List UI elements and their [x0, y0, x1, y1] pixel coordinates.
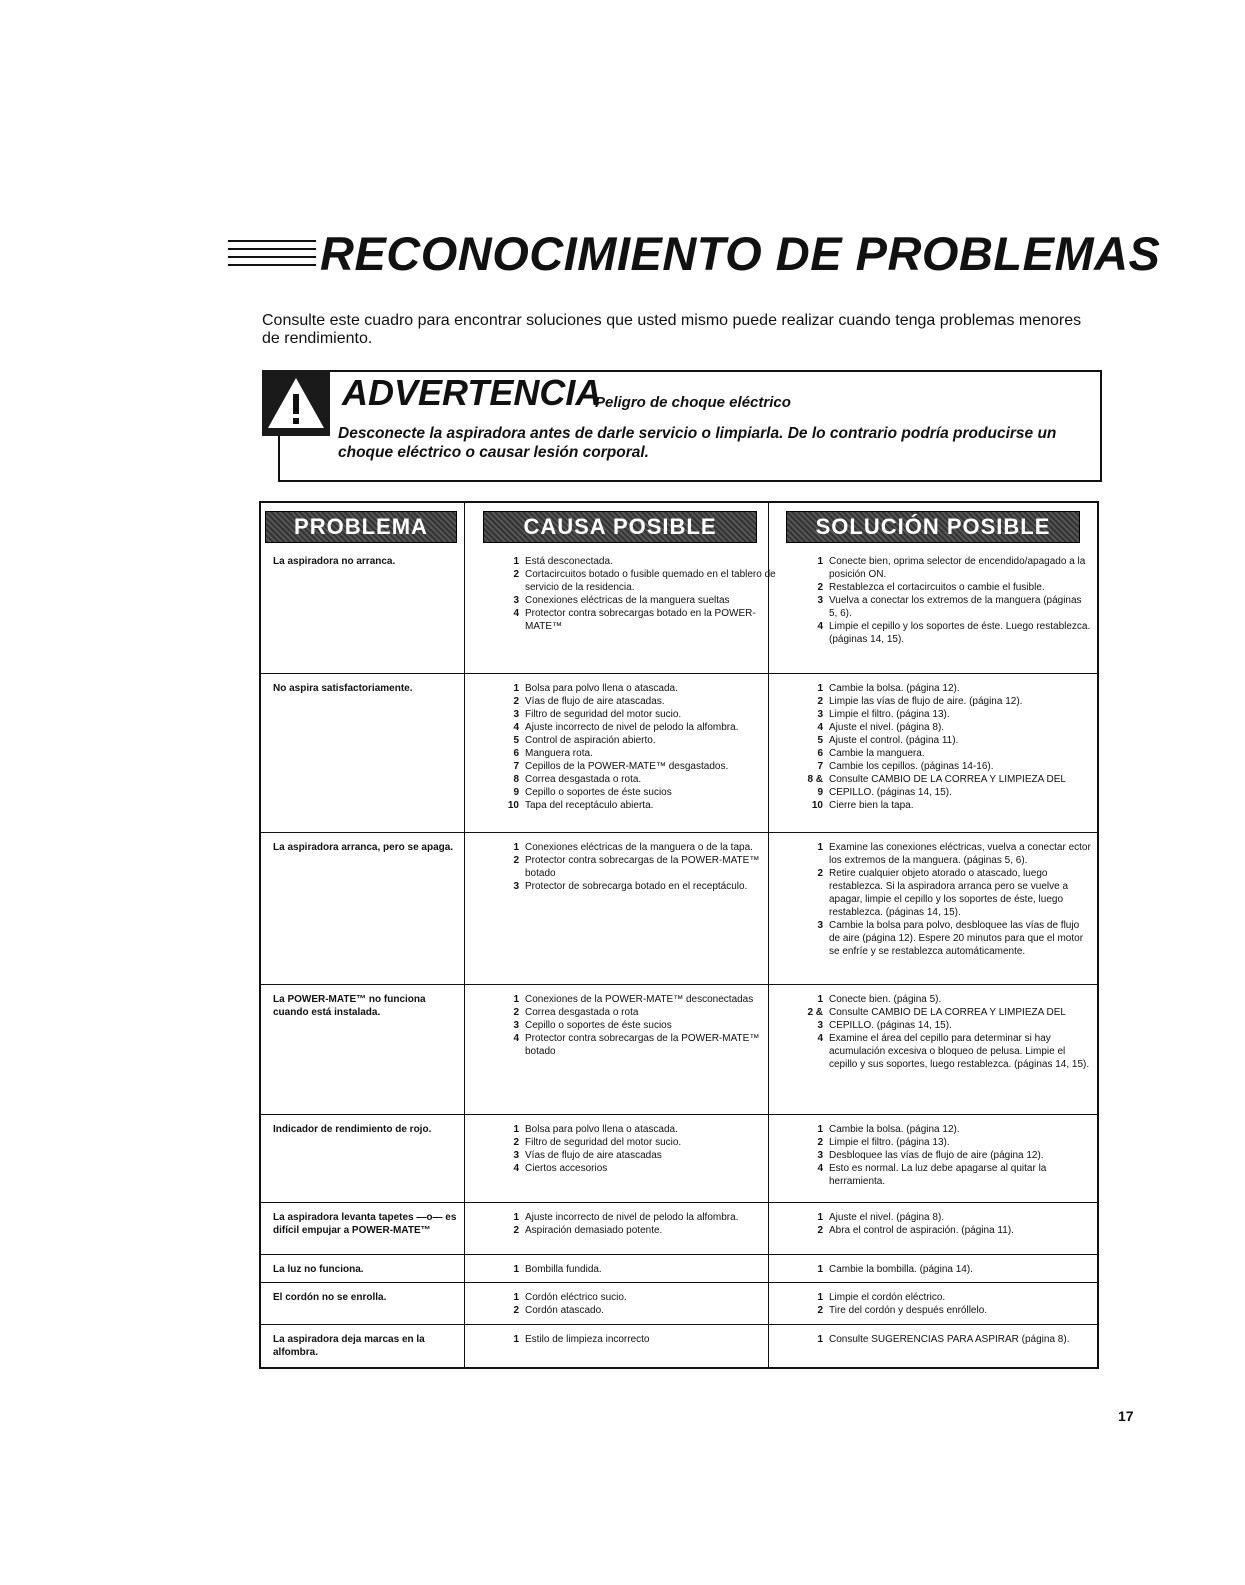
- item-text: Cambie los cepillos. (páginas 14-16).: [829, 761, 994, 772]
- list-item: [801, 773, 1091, 799]
- item-number: 7: [513, 761, 519, 772]
- list-item: [801, 555, 1091, 581]
- list-item: [497, 760, 787, 773]
- item-number: 3: [513, 1020, 519, 1031]
- row-divider: [261, 984, 1097, 985]
- item-number: 1: [513, 842, 519, 853]
- item-text: Correa desgastada o rota: [525, 1007, 639, 1018]
- item-text: Examine las conexiones eléctricas, vuelva a conectar ector los extremos de la manguera. (páginas 5, 6).: [829, 842, 1091, 866]
- problem-text: La POWER-MATE™ no funciona cuando está instalada.: [273, 994, 426, 1018]
- item-text: Bolsa para polvo llena o atascada.: [525, 1124, 678, 1135]
- item-number: 2: [513, 1137, 519, 1148]
- item-number: 2: [817, 868, 823, 879]
- item-text: Protector de sobrecarga botado en el receptáculo.: [525, 881, 748, 892]
- item-text: Cambie la bolsa. (página 12).: [829, 1124, 960, 1135]
- item-number: 7: [817, 761, 823, 772]
- item-number: 4: [817, 621, 823, 632]
- item-text: Correa desgastada o rota.: [525, 774, 642, 785]
- item-text: Protector contra sobrecargas de la POWER-MATE™ botado: [525, 1033, 760, 1057]
- item-number: 6: [513, 748, 519, 759]
- cause-list: [497, 1123, 787, 1175]
- cause-list: [497, 993, 787, 1058]
- item-number: 1: [513, 1292, 519, 1303]
- list-item: [497, 841, 787, 854]
- solution-list: [801, 1123, 1091, 1188]
- item-text: Cepillo o soportes de éste sucios: [525, 1020, 672, 1031]
- list-item: [497, 1136, 787, 1149]
- item-number: 2: [513, 696, 519, 707]
- problem-text: La aspiradora arranca, pero se apaga.: [273, 842, 454, 853]
- problem-text: La aspiradora no arranca.: [273, 556, 396, 567]
- item-number: 4: [817, 1033, 823, 1044]
- list-item: [801, 1162, 1091, 1188]
- item-number: 1: [817, 994, 823, 1005]
- item-text: Limpie el filtro. (página 13).: [829, 1137, 950, 1148]
- item-text: Cordón atascado.: [525, 1305, 604, 1316]
- item-number: 1: [513, 1124, 519, 1135]
- item-number: 2: [513, 855, 519, 866]
- item-number: 2: [513, 1007, 519, 1018]
- header-problem: PROBLEMA: [265, 511, 457, 543]
- list-item: [801, 1263, 1091, 1276]
- list-item: [801, 1291, 1091, 1304]
- list-item: [497, 773, 787, 786]
- item-text: Limpie el cepillo y los soportes de éste. Luego restablezca. (páginas 14, 15).: [829, 621, 1091, 645]
- item-text: Filtro de seguridad del motor sucio.: [525, 709, 682, 720]
- item-number: 10: [811, 800, 823, 811]
- item-text: Control de aspiración abierto.: [525, 735, 656, 746]
- list-item: [801, 841, 1091, 867]
- column-divider: [464, 503, 465, 1367]
- list-item: [801, 721, 1091, 734]
- list-item: [801, 747, 1091, 760]
- item-number: 1: [817, 1264, 823, 1275]
- item-text: Conecte bien. (página 5).: [829, 994, 942, 1005]
- item-text: Retire cualquier objeto atorado o atascado, luego restablezca. Si la aspiradora arranca pero se vuelve a apagar, limpie el cepillo y los soportes de éste, luego restablezca. (páginas 14, 15).: [829, 868, 1069, 918]
- item-text: Vuelva a conectar los extremos de la manguera (páginas 5, 6).: [829, 595, 1082, 619]
- problem-text: Indicador de rendimiento de rojo.: [273, 1124, 432, 1135]
- intro-text: Consulte este cuadro para encontrar soluciones que usted mismo puede realizar cuando tenga problemas menores de rendimiento.: [262, 312, 1082, 347]
- item-text: Examine el área del cepillo para determinar si hay acumulación excesiva o bloqueo de pelusa. Limpie el cepillo y sus soportes, luego restablezca. (páginas 14, 15).: [829, 1033, 1090, 1070]
- list-item: [801, 620, 1091, 646]
- item-number: 1: [817, 556, 823, 567]
- item-text: Cepillos de la POWER-MATE™ desgastados.: [525, 761, 729, 772]
- item-number: 3: [513, 1150, 519, 1161]
- solution-list: [801, 1291, 1091, 1317]
- item-text: Ajuste el nivel. (página 8).: [829, 722, 945, 733]
- item-number: 1: [817, 1292, 823, 1303]
- item-text: Cambie la manguera.: [829, 748, 925, 759]
- item-number: 1: [817, 683, 823, 694]
- list-item: [497, 555, 787, 568]
- item-number: 4: [513, 722, 519, 733]
- page-title-block: [228, 226, 1161, 286]
- item-text: Está desconectada.: [525, 556, 613, 567]
- item-number: 9: [513, 787, 519, 798]
- row-divider: [261, 1324, 1097, 1325]
- item-number: 1: [817, 1212, 823, 1223]
- item-text: Conexiones de la POWER-MATE™ desconectadas: [525, 994, 754, 1005]
- list-item: [497, 1224, 787, 1237]
- list-item: [801, 682, 1091, 695]
- item-number: 1: [513, 556, 519, 567]
- list-item: [801, 581, 1091, 594]
- item-number: 1: [817, 1334, 823, 1345]
- item-text: Ajuste incorrecto de nivel de pelodo la alfombra.: [525, 1212, 739, 1223]
- row-divider: [261, 1282, 1097, 1283]
- item-text: Estilo de limpieza incorrecto: [525, 1334, 650, 1345]
- list-item: [497, 682, 787, 695]
- item-text: Conecte bien, oprima selector de encendido/apagado a la posición ON.: [829, 556, 1086, 580]
- item-number: 4: [513, 1163, 519, 1174]
- list-item: [497, 1333, 787, 1346]
- list-item: [497, 799, 787, 812]
- item-text: Cordón eléctrico sucio.: [525, 1292, 627, 1303]
- item-text: Bombilla fundida.: [525, 1264, 602, 1275]
- page-number: 17: [1118, 1408, 1134, 1424]
- item-number: 3: [817, 1150, 823, 1161]
- list-item: [801, 1149, 1091, 1162]
- item-number: 1: [513, 683, 519, 694]
- item-number: 2: [817, 696, 823, 707]
- item-number: 3: [817, 709, 823, 720]
- item-number: 2: [817, 582, 823, 593]
- header-solution: SOLUCIÓN POSIBLE: [786, 511, 1080, 543]
- problem-text: No aspira satisfactoriamente.: [273, 683, 413, 694]
- list-item: [801, 1032, 1091, 1071]
- list-item: [801, 1333, 1091, 1346]
- item-text: Conexiones eléctricas de la manguera sueltas: [525, 595, 730, 606]
- header-cause: CAUSA POSIBLE: [483, 511, 757, 543]
- item-number: 2 & 3: [807, 1007, 823, 1031]
- item-text: Cepillo o soportes de éste sucios: [525, 787, 672, 798]
- list-item: [801, 799, 1091, 812]
- item-text: Consulte SUGERENCIAS PARA ASPIRAR (página 8).: [829, 1334, 1070, 1345]
- list-item: [801, 734, 1091, 747]
- item-number: 5: [513, 735, 519, 746]
- problem-text: La luz no funciona.: [273, 1264, 364, 1275]
- list-item: [801, 1211, 1091, 1224]
- solution-list: [801, 1211, 1091, 1237]
- list-item: [497, 747, 787, 760]
- warning-icon: [262, 370, 330, 436]
- row-divider: [261, 1202, 1097, 1203]
- list-item: [497, 1149, 787, 1162]
- warning-subtitle: Peligro de choque eléctrico: [595, 394, 791, 411]
- list-item: [497, 594, 787, 607]
- item-text: Abra el control de aspiración. (página 11).: [829, 1225, 1014, 1236]
- row-divider: [261, 832, 1097, 833]
- item-text: Vías de flujo de aire atascadas.: [525, 696, 665, 707]
- item-number: 3: [817, 595, 823, 606]
- list-item: [801, 760, 1091, 773]
- list-item: [801, 708, 1091, 721]
- list-item: [497, 993, 787, 1006]
- item-text: Cierre bien la tapa.: [829, 800, 914, 811]
- list-item: [497, 1019, 787, 1032]
- solution-list: [801, 682, 1091, 812]
- item-text: Desbloquee las vías de flujo de aire (página 12).: [829, 1150, 1044, 1161]
- item-text: Manguera rota.: [525, 748, 593, 759]
- item-text: Limpie el cordón eléctrico.: [829, 1292, 946, 1303]
- solution-list: [801, 555, 1091, 646]
- solution-list: [801, 1263, 1091, 1276]
- item-number: 2: [817, 1305, 823, 1316]
- list-item: [801, 993, 1091, 1006]
- item-number: 4: [817, 722, 823, 733]
- page-title: RECONOCIMIENTO DE PROBLEMAS: [316, 226, 1160, 281]
- solution-list: [801, 993, 1091, 1071]
- list-item: [497, 695, 787, 708]
- item-number: 1: [513, 994, 519, 1005]
- list-item: [497, 1304, 787, 1317]
- list-item: [497, 568, 787, 594]
- list-item: [801, 1304, 1091, 1317]
- list-item: [801, 594, 1091, 620]
- item-text: Esto es normal. La luz debe apagarse al quitar la herramienta.: [829, 1163, 1047, 1187]
- list-item: [497, 1263, 787, 1276]
- item-number: 8 & 9: [807, 774, 823, 798]
- item-number: 6: [817, 748, 823, 759]
- cause-list: [497, 1291, 787, 1317]
- row-divider: [261, 1114, 1097, 1115]
- row-divider: [261, 673, 1097, 674]
- list-item: [497, 721, 787, 734]
- item-number: 2: [817, 1137, 823, 1148]
- item-number: 1: [513, 1334, 519, 1345]
- item-text: Aspiración demasiado potente.: [525, 1225, 663, 1236]
- item-number: 3: [513, 595, 519, 606]
- item-number: 2: [513, 1225, 519, 1236]
- item-number: 3: [513, 709, 519, 720]
- item-number: 2: [513, 569, 519, 580]
- item-number: 2: [513, 1305, 519, 1316]
- item-text: Protector contra sobrecargas de la POWER-MATE™ botado: [525, 855, 760, 879]
- item-text: Ajuste el nivel. (página 8).: [829, 1212, 945, 1223]
- item-text: Limpie las vías de flujo de aire. (página 12).: [829, 696, 1023, 707]
- cause-list: [497, 841, 787, 893]
- item-number: 1: [817, 1124, 823, 1135]
- warning-body: Desconecte la aspiradora antes de darle servicio o limpiarla. De lo contrario podría producirse un choque eléctrico o causar lesión corporal.: [338, 425, 1057, 461]
- solution-list: [801, 1333, 1091, 1346]
- item-number: 4: [513, 1033, 519, 1044]
- item-text: Restablezca el cortacircuitos o cambie el fusible.: [829, 582, 1045, 593]
- item-number: 4: [513, 608, 519, 619]
- item-number: 5: [817, 735, 823, 746]
- solution-list: [801, 841, 1091, 958]
- troubleshooting-table: [259, 501, 1099, 1369]
- item-text: Bolsa para polvo llena o atascada.: [525, 683, 678, 694]
- item-text: Vías de flujo de aire atascadas: [525, 1150, 662, 1161]
- problem-text: El cordón no se enrolla.: [273, 1292, 387, 1303]
- cause-list: [497, 555, 787, 633]
- item-number: 3: [817, 920, 823, 931]
- list-item: [497, 1162, 787, 1175]
- list-item: [801, 919, 1091, 958]
- list-item: [497, 734, 787, 747]
- list-item: [801, 867, 1091, 919]
- cause-list: [497, 1263, 787, 1276]
- item-number: 8: [513, 774, 519, 785]
- item-number: 2: [817, 1225, 823, 1236]
- item-number: 1: [513, 1212, 519, 1223]
- warning-title: ADVERTENCIA: [342, 372, 602, 413]
- item-number: 3: [513, 881, 519, 892]
- list-item: [497, 1032, 787, 1058]
- item-text: Cambie la bolsa. (página 12).: [829, 683, 960, 694]
- item-text: Consulte CAMBIO DE LA CORREA Y LIMPIEZA DEL CEPILLO. (páginas 14, 15).: [829, 1007, 1066, 1031]
- problem-text: La aspiradora deja marcas en la alfombra.: [273, 1334, 425, 1358]
- problem-text: La aspiradora levanta tapetes —o— es difícil empujar a POWER-MATE™: [273, 1212, 457, 1236]
- item-text: Protector contra sobrecargas botado en la POWER-MATE™: [525, 608, 756, 632]
- list-item: [801, 1123, 1091, 1136]
- list-item: [497, 708, 787, 721]
- list-item: [801, 1006, 1091, 1032]
- item-text: Limpie el filtro. (página 13).: [829, 709, 950, 720]
- item-text: Ajuste el control. (página 11).: [829, 735, 959, 746]
- cause-list: [497, 1333, 787, 1346]
- item-number: 1: [817, 842, 823, 853]
- cause-list: [497, 682, 787, 812]
- item-text: Cambie la bolsa para polvo, desbloquee las vías de flujo de aire (página 12). Espere 20 minutos para que el motor se enfríe y se restablezca automáticamente.: [829, 920, 1084, 957]
- item-text: Consulte CAMBIO DE LA CORREA Y LIMPIEZA DEL CEPILLO. (páginas 14, 15).: [829, 774, 1066, 798]
- item-text: Cambie la bombilla. (página 14).: [829, 1264, 973, 1275]
- item-text: Tire del cordón y después enróllelo.: [829, 1305, 988, 1316]
- list-item: [801, 695, 1091, 708]
- list-item: [497, 880, 787, 893]
- item-text: Filtro de seguridad del motor sucio.: [525, 1137, 682, 1148]
- item-number: 1: [513, 1264, 519, 1275]
- item-text: Cortacircuitos botado o fusible quemado en el tablero de servicio de la residencia.: [525, 569, 776, 593]
- list-item: [497, 607, 787, 633]
- item-text: Ajuste incorrecto de nivel de pelodo la alfombra.: [525, 722, 739, 733]
- list-item: [801, 1224, 1091, 1237]
- item-text: Tapa del receptáculo abierta.: [525, 800, 654, 811]
- row-divider: [261, 1254, 1097, 1255]
- list-item: [497, 786, 787, 799]
- item-text: Ciertos accesorios: [525, 1163, 608, 1174]
- list-item: [497, 1006, 787, 1019]
- list-item: [497, 1123, 787, 1136]
- list-item: [497, 854, 787, 880]
- item-number: 10: [507, 800, 519, 811]
- cause-list: [497, 1211, 787, 1237]
- list-item: [801, 1136, 1091, 1149]
- item-number: 4: [817, 1163, 823, 1174]
- list-item: [497, 1211, 787, 1224]
- item-text: Conexiones eléctricas de la manguera o de la tapa.: [525, 842, 753, 853]
- list-item: [497, 1291, 787, 1304]
